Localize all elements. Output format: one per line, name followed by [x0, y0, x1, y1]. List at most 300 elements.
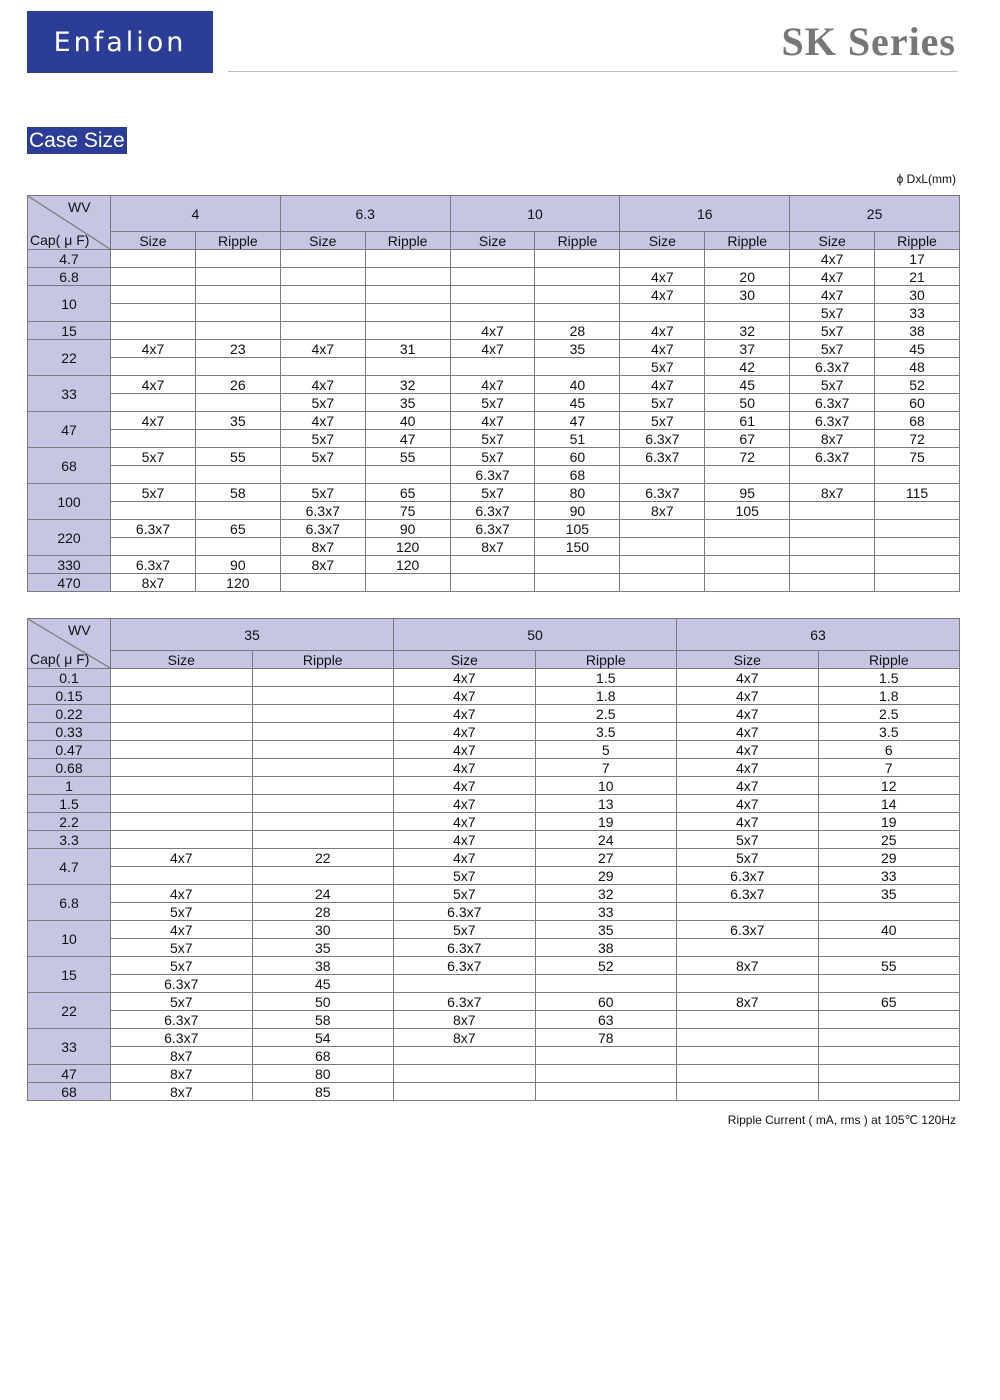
- size-cell: 4x7: [677, 687, 819, 705]
- voltage-header: 6.3: [280, 196, 450, 232]
- size-cell: 5x7: [677, 831, 819, 849]
- cap-label: Cap( μ F): [30, 651, 90, 667]
- table-row: [28, 903, 960, 921]
- ripple-cell: [535, 286, 620, 304]
- ripple-cell: 10: [535, 777, 677, 795]
- ripple-cell: 35: [818, 885, 960, 903]
- size-column-header: Size: [394, 651, 536, 669]
- ripple-cell: 65: [365, 484, 450, 502]
- size-cell: 4x7: [677, 795, 819, 813]
- ripple-cell: [252, 777, 394, 795]
- size-cell: 4x7: [620, 286, 705, 304]
- size-cell: [280, 250, 365, 268]
- size-cell: [620, 520, 705, 538]
- size-cell: 6.3x7: [790, 358, 875, 376]
- ripple-cell: 60: [875, 394, 960, 412]
- ripple-cell: [818, 1083, 960, 1101]
- size-cell: [450, 358, 535, 376]
- ripple-cell: [875, 466, 960, 484]
- size-cell: 5x7: [790, 340, 875, 358]
- brand-logo: Enfalion: [27, 11, 213, 73]
- size-cell: [111, 831, 253, 849]
- table-row: [28, 268, 960, 286]
- size-cell: 5x7: [394, 867, 536, 885]
- size-cell: 8x7: [790, 484, 875, 502]
- ripple-cell: 30: [252, 921, 394, 939]
- size-cell: 4x7: [450, 340, 535, 358]
- size-column-header: Size: [111, 232, 196, 250]
- size-cell: [111, 286, 196, 304]
- size-cell: [394, 975, 536, 993]
- size-cell: 4x7: [677, 759, 819, 777]
- size-cell: 5x7: [394, 885, 536, 903]
- size-cell: [790, 520, 875, 538]
- ripple-cell: 33: [535, 903, 677, 921]
- ripple-cell: [195, 502, 280, 520]
- ripple-column-header: Ripple: [535, 232, 620, 250]
- capacitance-cell: 0.22: [28, 705, 111, 723]
- table-row: [28, 520, 960, 538]
- ripple-cell: [195, 286, 280, 304]
- corner-header: [28, 196, 111, 250]
- capacitance-cell: 33: [28, 376, 111, 412]
- ripple-cell: 150: [535, 538, 620, 556]
- size-cell: [677, 939, 819, 957]
- size-cell: 4x7: [620, 340, 705, 358]
- capacitance-cell: 10: [28, 286, 111, 322]
- ripple-cell: 22: [252, 849, 394, 867]
- table-row: [28, 849, 960, 867]
- size-cell: 5x7: [280, 484, 365, 502]
- size-cell: 5x7: [677, 849, 819, 867]
- ripple-cell: 72: [875, 430, 960, 448]
- size-cell: 5x7: [394, 921, 536, 939]
- size-cell: 4x7: [394, 777, 536, 795]
- size-cell: [677, 1029, 819, 1047]
- table-row: [28, 538, 960, 556]
- ripple-cell: 68: [875, 412, 960, 430]
- ripple-cell: 52: [875, 376, 960, 394]
- ripple-cell: 33: [875, 304, 960, 322]
- size-cell: 4x7: [394, 687, 536, 705]
- capacitance-cell: 4.7: [28, 849, 111, 885]
- size-cell: 6.3x7: [620, 448, 705, 466]
- ripple-cell: 120: [365, 538, 450, 556]
- size-cell: [450, 250, 535, 268]
- ripple-cell: [535, 975, 677, 993]
- size-cell: 6.3x7: [790, 394, 875, 412]
- size-cell: [394, 1047, 536, 1065]
- size-column-header: Size: [450, 232, 535, 250]
- ripple-cell: 17: [875, 250, 960, 268]
- size-cell: 8x7: [450, 538, 535, 556]
- ripple-cell: 58: [252, 1011, 394, 1029]
- table-row: [28, 322, 960, 340]
- ripple-cell: [252, 795, 394, 813]
- size-cell: [677, 1011, 819, 1029]
- size-cell: 4x7: [394, 813, 536, 831]
- table-row: [28, 741, 960, 759]
- ripple-cell: 1.5: [818, 669, 960, 687]
- size-column-header: Size: [790, 232, 875, 250]
- size-cell: 8x7: [280, 538, 365, 556]
- ripple-cell: [535, 1065, 677, 1083]
- size-cell: 4x7: [620, 376, 705, 394]
- table-row: [28, 867, 960, 885]
- size-cell: 4x7: [394, 669, 536, 687]
- size-cell: [394, 1083, 536, 1101]
- capacitance-cell: 33: [28, 1029, 111, 1065]
- size-cell: 6.3x7: [620, 484, 705, 502]
- capacitance-cell: 3.3: [28, 831, 111, 849]
- size-cell: 5x7: [111, 957, 253, 975]
- size-cell: [280, 286, 365, 304]
- size-cell: 4x7: [111, 849, 253, 867]
- ripple-cell: 50: [705, 394, 790, 412]
- size-cell: [111, 466, 196, 484]
- size-cell: 4x7: [394, 723, 536, 741]
- ripple-cell: 80: [535, 484, 620, 502]
- ripple-cell: 45: [535, 394, 620, 412]
- ripple-cell: 32: [535, 885, 677, 903]
- ripple-cell: 65: [818, 993, 960, 1011]
- capacitance-cell: 220: [28, 520, 111, 556]
- size-cell: [620, 304, 705, 322]
- table-row: [28, 1011, 960, 1029]
- capacitance-cell: 330: [28, 556, 111, 574]
- section-title: Case Size: [29, 129, 125, 152]
- ripple-cell: 120: [365, 556, 450, 574]
- size-cell: 6.3x7: [620, 430, 705, 448]
- size-column-header: Size: [677, 651, 819, 669]
- table-row: [28, 1065, 960, 1083]
- size-cell: 4x7: [677, 777, 819, 795]
- size-cell: 8x7: [111, 574, 196, 592]
- voltage-header: 50: [394, 619, 677, 651]
- ripple-cell: 1.8: [535, 687, 677, 705]
- size-cell: [677, 975, 819, 993]
- size-cell: 4x7: [394, 705, 536, 723]
- unit-note: ϕ DxL(mm): [896, 172, 956, 186]
- header-divider: [228, 71, 958, 72]
- ripple-cell: 12: [818, 777, 960, 795]
- ripple-cell: [705, 556, 790, 574]
- size-cell: [790, 466, 875, 484]
- ripple-cell: [818, 1029, 960, 1047]
- size-cell: 6.3x7: [280, 502, 365, 520]
- ripple-cell: [252, 705, 394, 723]
- ripple-cell: 38: [252, 957, 394, 975]
- size-cell: 5x7: [111, 939, 253, 957]
- ripple-cell: 35: [535, 921, 677, 939]
- ripple-cell: 52: [535, 957, 677, 975]
- size-cell: [280, 268, 365, 286]
- size-cell: [111, 538, 196, 556]
- ripple-column-header: Ripple: [705, 232, 790, 250]
- capacitance-cell: 0.68: [28, 759, 111, 777]
- ripple-cell: 67: [705, 430, 790, 448]
- size-cell: 4x7: [280, 376, 365, 394]
- size-cell: [280, 574, 365, 592]
- ripple-cell: [875, 520, 960, 538]
- ripple-cell: 25: [818, 831, 960, 849]
- size-cell: 4x7: [677, 813, 819, 831]
- ripple-cell: 68: [252, 1047, 394, 1065]
- size-cell: [111, 304, 196, 322]
- table-row: [28, 813, 960, 831]
- size-cell: 4x7: [111, 340, 196, 358]
- voltage-header: 35: [111, 619, 394, 651]
- ripple-cell: 20: [705, 268, 790, 286]
- size-cell: 4x7: [394, 849, 536, 867]
- size-cell: 4x7: [677, 669, 819, 687]
- table-row: [28, 250, 960, 268]
- table-row: [28, 831, 960, 849]
- ripple-cell: 75: [365, 502, 450, 520]
- table-row: [28, 1047, 960, 1065]
- size-cell: [111, 867, 253, 885]
- size-cell: 4x7: [677, 705, 819, 723]
- size-cell: 4x7: [677, 723, 819, 741]
- size-cell: 6.3x7: [790, 448, 875, 466]
- ripple-cell: 72: [705, 448, 790, 466]
- size-column-header: Size: [111, 651, 253, 669]
- ripple-cell: 68: [535, 466, 620, 484]
- size-cell: [111, 250, 196, 268]
- ripple-cell: [705, 304, 790, 322]
- size-cell: 4x7: [394, 741, 536, 759]
- table-row: [28, 687, 960, 705]
- ripple-column-header: Ripple: [818, 651, 960, 669]
- ripple-cell: 35: [535, 340, 620, 358]
- capacitance-cell: 22: [28, 340, 111, 376]
- size-cell: 6.3x7: [450, 502, 535, 520]
- capacitance-cell: 100: [28, 484, 111, 520]
- ripple-column-header: Ripple: [535, 651, 677, 669]
- size-cell: 6.3x7: [111, 520, 196, 538]
- ripple-cell: 55: [818, 957, 960, 975]
- size-cell: [620, 250, 705, 268]
- ripple-cell: 24: [252, 885, 394, 903]
- ripple-cell: 51: [535, 430, 620, 448]
- ripple-column-header: Ripple: [252, 651, 394, 669]
- capacitance-cell: 15: [28, 957, 111, 993]
- size-cell: 6.3x7: [111, 975, 253, 993]
- size-cell: 5x7: [790, 322, 875, 340]
- size-cell: [280, 322, 365, 340]
- table-row: [28, 430, 960, 448]
- size-cell: 5x7: [450, 448, 535, 466]
- size-cell: 4x7: [111, 412, 196, 430]
- ripple-cell: [535, 556, 620, 574]
- size-cell: 4x7: [394, 831, 536, 849]
- ripple-cell: 24: [535, 831, 677, 849]
- capacitance-cell: 10: [28, 921, 111, 957]
- size-cell: 8x7: [620, 502, 705, 520]
- size-cell: 6.3x7: [677, 867, 819, 885]
- size-cell: 4x7: [280, 412, 365, 430]
- ripple-cell: 33: [818, 867, 960, 885]
- size-cell: 8x7: [394, 1011, 536, 1029]
- capacitance-cell: 47: [28, 412, 111, 448]
- ripple-cell: 58: [195, 484, 280, 502]
- size-cell: [677, 903, 819, 921]
- ripple-cell: [365, 286, 450, 304]
- capacitance-cell: 2.2: [28, 813, 111, 831]
- ripple-cell: 26: [195, 376, 280, 394]
- ripple-cell: 40: [365, 412, 450, 430]
- size-cell: 6.3x7: [450, 520, 535, 538]
- size-cell: [394, 1065, 536, 1083]
- size-cell: 5x7: [280, 448, 365, 466]
- ripple-cell: [195, 538, 280, 556]
- size-cell: [620, 556, 705, 574]
- ripple-cell: 90: [365, 520, 450, 538]
- size-cell: [790, 538, 875, 556]
- table-row: [28, 556, 960, 574]
- table-row: [28, 286, 960, 304]
- size-cell: 8x7: [677, 993, 819, 1011]
- size-cell: [450, 268, 535, 286]
- table-row: [28, 448, 960, 466]
- ripple-cell: [705, 250, 790, 268]
- table-row: [28, 885, 960, 903]
- ripple-cell: 90: [535, 502, 620, 520]
- ripple-cell: [535, 358, 620, 376]
- ripple-cell: 60: [535, 993, 677, 1011]
- ripple-cell: [535, 1047, 677, 1065]
- ripple-cell: [875, 574, 960, 592]
- ripple-cell: 31: [365, 340, 450, 358]
- ripple-cell: [705, 574, 790, 592]
- table-row: [28, 304, 960, 322]
- ripple-column-header: Ripple: [195, 232, 280, 250]
- ripple-cell: [195, 394, 280, 412]
- ripple-cell: [195, 430, 280, 448]
- size-cell: [790, 502, 875, 520]
- voltage-header: 10: [450, 196, 620, 232]
- size-cell: [450, 556, 535, 574]
- ripple-cell: 120: [195, 574, 280, 592]
- size-cell: [111, 394, 196, 412]
- table-row: [28, 921, 960, 939]
- ripple-cell: 63: [535, 1011, 677, 1029]
- ripple-cell: [195, 250, 280, 268]
- ripple-cell: 28: [252, 903, 394, 921]
- case-size-table-low-voltage: [27, 195, 960, 592]
- capacitance-cell: 0.47: [28, 741, 111, 759]
- capacitance-cell: 6.8: [28, 268, 111, 286]
- ripple-cell: [195, 322, 280, 340]
- size-cell: 5x7: [620, 412, 705, 430]
- size-cell: 8x7: [280, 556, 365, 574]
- ripple-cell: 48: [875, 358, 960, 376]
- table-row: [28, 723, 960, 741]
- ripple-footnote: Ripple Current ( mA, rms ) at 105℃ 120Hz: [727, 1113, 956, 1127]
- ripple-cell: [365, 322, 450, 340]
- ripple-cell: [535, 250, 620, 268]
- size-cell: 4x7: [111, 921, 253, 939]
- ripple-cell: 37: [705, 340, 790, 358]
- ripple-cell: 55: [365, 448, 450, 466]
- table-row: [28, 574, 960, 592]
- ripple-cell: 29: [535, 867, 677, 885]
- ripple-cell: 32: [365, 376, 450, 394]
- size-cell: [450, 304, 535, 322]
- size-cell: [677, 1047, 819, 1065]
- ripple-cell: 50: [252, 993, 394, 1011]
- size-cell: 4x7: [450, 322, 535, 340]
- capacitance-cell: 68: [28, 1083, 111, 1101]
- ripple-cell: [535, 304, 620, 322]
- size-cell: 6.3x7: [450, 466, 535, 484]
- ripple-cell: 35: [252, 939, 394, 957]
- size-cell: 5x7: [280, 430, 365, 448]
- table-row: [28, 502, 960, 520]
- ripple-cell: 13: [535, 795, 677, 813]
- size-cell: 5x7: [620, 394, 705, 412]
- size-cell: [111, 777, 253, 795]
- size-cell: [620, 466, 705, 484]
- ripple-cell: [818, 1065, 960, 1083]
- corner-header: [28, 619, 111, 669]
- ripple-cell: 35: [195, 412, 280, 430]
- size-cell: 6.3x7: [677, 921, 819, 939]
- size-cell: 6.3x7: [677, 885, 819, 903]
- ripple-cell: 78: [535, 1029, 677, 1047]
- ripple-column-header: Ripple: [875, 232, 960, 250]
- ripple-cell: 7: [535, 759, 677, 777]
- ripple-cell: [535, 574, 620, 592]
- capacitance-cell: 6.8: [28, 885, 111, 921]
- size-cell: [620, 574, 705, 592]
- table-row: [28, 340, 960, 358]
- ripple-cell: [252, 723, 394, 741]
- size-cell: 4x7: [677, 741, 819, 759]
- ripple-cell: 40: [535, 376, 620, 394]
- ripple-cell: 35: [365, 394, 450, 412]
- ripple-cell: 115: [875, 484, 960, 502]
- ripple-cell: 21: [875, 268, 960, 286]
- size-cell: 8x7: [111, 1083, 253, 1101]
- ripple-cell: 1.5: [535, 669, 677, 687]
- ripple-cell: 45: [875, 340, 960, 358]
- table-row: [28, 1083, 960, 1101]
- size-cell: 8x7: [790, 430, 875, 448]
- voltage-header: 63: [677, 619, 960, 651]
- table-row: [28, 975, 960, 993]
- table-row: [28, 484, 960, 502]
- ripple-cell: 38: [875, 322, 960, 340]
- ripple-cell: 45: [252, 975, 394, 993]
- ripple-cell: 3.5: [818, 723, 960, 741]
- size-cell: 6.3x7: [280, 520, 365, 538]
- table-row: [28, 705, 960, 723]
- size-cell: 5x7: [620, 358, 705, 376]
- size-cell: 5x7: [790, 304, 875, 322]
- ripple-cell: 85: [252, 1083, 394, 1101]
- ripple-column-header: Ripple: [365, 232, 450, 250]
- ripple-cell: 32: [705, 322, 790, 340]
- size-column-header: Size: [280, 232, 365, 250]
- ripple-cell: 40: [818, 921, 960, 939]
- ripple-cell: [195, 466, 280, 484]
- size-cell: 5x7: [450, 394, 535, 412]
- ripple-cell: 23: [195, 340, 280, 358]
- size-cell: 4x7: [394, 759, 536, 777]
- size-cell: [280, 358, 365, 376]
- capacitance-cell: 0.1: [28, 669, 111, 687]
